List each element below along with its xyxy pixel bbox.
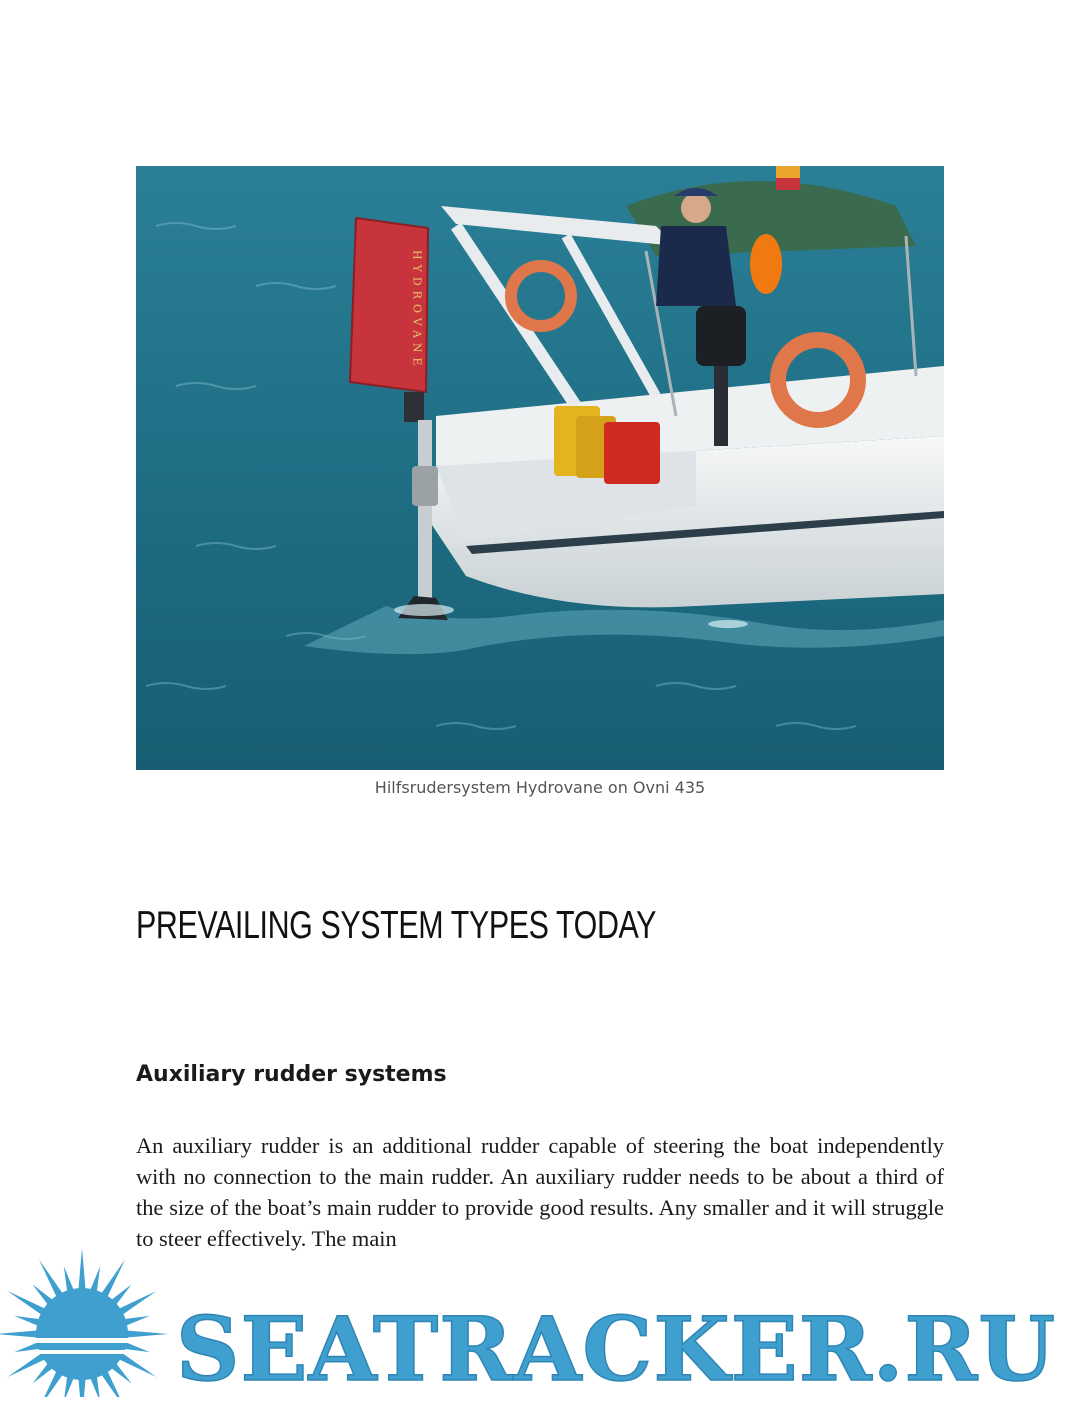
sun-ray xyxy=(33,1361,56,1384)
watermark-text: SEATRACKER.RU xyxy=(176,1297,1056,1397)
helmsman-head xyxy=(681,193,711,223)
sun-ray xyxy=(8,1291,48,1316)
sun-ray xyxy=(33,1285,56,1308)
sun-ray xyxy=(78,1376,86,1397)
sun-ray xyxy=(116,1352,156,1377)
sun-ray xyxy=(64,1373,75,1397)
sun-ray xyxy=(78,1248,86,1292)
sun-ray xyxy=(109,1361,132,1384)
sun-ray xyxy=(89,1373,100,1397)
sun-ray xyxy=(14,1341,42,1352)
sun-ray xyxy=(14,1316,42,1327)
sun-ray xyxy=(116,1291,156,1316)
sun-ray xyxy=(121,1341,149,1352)
vane-mount xyxy=(404,392,424,422)
photo-illustration xyxy=(136,166,944,770)
sun-ray xyxy=(109,1285,132,1308)
sun-ray xyxy=(100,1368,125,1397)
sun-logo-icon xyxy=(0,1248,168,1397)
sun-ray xyxy=(39,1368,64,1397)
sun-ray xyxy=(124,1330,168,1338)
sun-ray xyxy=(89,1266,100,1294)
section-title: PREVAILING SYSTEM TYPES TODAY xyxy=(136,904,657,947)
sun-ray xyxy=(39,1260,64,1300)
helmsman-body xyxy=(656,226,736,306)
outboard-motor xyxy=(696,306,746,366)
boat-photo xyxy=(136,166,944,770)
sun-ray xyxy=(121,1316,149,1327)
sun-ray xyxy=(100,1260,125,1300)
body-paragraph: An auxiliary rudder is an additional rudder capable of steering the boat independently with no connection to the main rudder. An auxiliary rudder needs to be about a third of the size of the boat’s main rudder to provide good results. Any smaller and it will struggle to steer effectively. The main xyxy=(136,1133,944,1251)
vane-shaft xyxy=(418,420,432,610)
fuel-can-red xyxy=(604,422,660,484)
sun-ray xyxy=(64,1266,75,1294)
photo-caption: Hilfsrudersystem Hydrovane on Ovni 435 xyxy=(374,778,706,797)
watermark xyxy=(0,1238,1080,1397)
subheading: Auxiliary rudder systems xyxy=(136,1062,447,1087)
buoy xyxy=(750,234,782,294)
vane-lettering: HYDROVANE xyxy=(410,250,424,371)
sun-ray xyxy=(8,1352,48,1377)
sun-ray xyxy=(0,1330,40,1338)
